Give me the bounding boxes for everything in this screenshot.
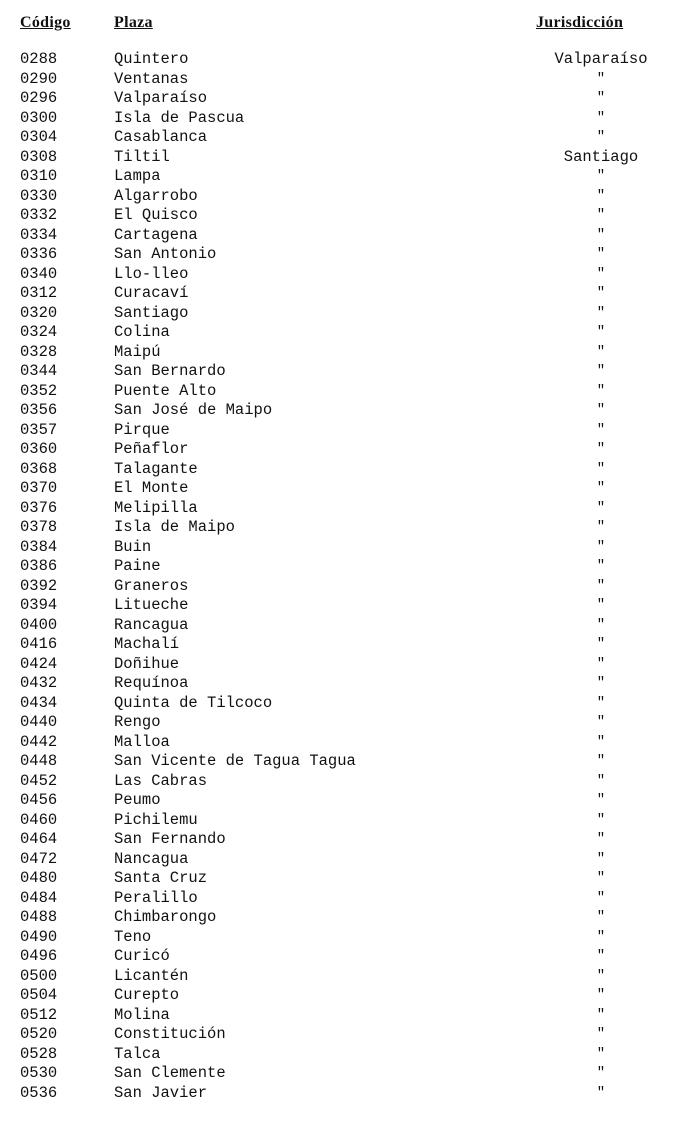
row-code: 0310 bbox=[20, 167, 58, 185]
row-plaza: Peumo bbox=[114, 791, 161, 809]
row-code: 0344 bbox=[20, 362, 58, 380]
row-code: 0464 bbox=[20, 830, 58, 848]
row-jurisdiction: " bbox=[596, 480, 606, 496]
table-row bbox=[0, 89, 700, 109]
row-code: 0440 bbox=[20, 713, 58, 731]
row-plaza: Peralillo bbox=[114, 888, 198, 907]
row-plaza: Chimbarongo bbox=[114, 908, 217, 926]
table-row bbox=[0, 167, 700, 187]
row-code: 0300 bbox=[20, 108, 58, 127]
row-jurisdiction: " bbox=[596, 499, 606, 516]
table-row bbox=[0, 187, 700, 207]
row-jurisdiction: " bbox=[596, 928, 606, 945]
row-code: 0288 bbox=[20, 50, 58, 68]
row-code: 0290 bbox=[20, 69, 58, 88]
row-jurisdiction: " bbox=[596, 1084, 606, 1101]
row-code: 0394 bbox=[20, 596, 58, 614]
table-row bbox=[0, 460, 700, 480]
table-row bbox=[0, 323, 700, 343]
row-plaza: Cartagena bbox=[114, 225, 198, 244]
row-plaza: Curacaví bbox=[114, 284, 189, 302]
row-jurisdiction: " bbox=[596, 1006, 606, 1023]
row-code: 0392 bbox=[20, 576, 58, 595]
table-row bbox=[0, 304, 700, 324]
header-jurisdiction: Jurisdicción bbox=[536, 14, 624, 31]
table-row bbox=[0, 752, 700, 772]
row-jurisdiction: " bbox=[596, 792, 606, 808]
row-jurisdiction: " bbox=[596, 909, 606, 925]
table-row bbox=[0, 850, 700, 870]
row-plaza: Maipú bbox=[114, 342, 161, 361]
row-plaza: Quintero bbox=[114, 50, 189, 68]
row-plaza: Peñaflor bbox=[114, 440, 189, 458]
row-jurisdiction: " bbox=[596, 870, 606, 886]
row-jurisdiction: " bbox=[596, 948, 606, 964]
row-jurisdiction: " bbox=[596, 109, 606, 126]
row-jurisdiction: " bbox=[596, 382, 606, 399]
row-code: 0340 bbox=[20, 264, 58, 283]
table-row bbox=[0, 908, 700, 928]
row-jurisdiction: Santiago bbox=[563, 147, 639, 166]
row-code: 0376 bbox=[20, 498, 58, 517]
row-jurisdiction: " bbox=[596, 402, 606, 418]
table-row bbox=[0, 830, 700, 850]
table-row bbox=[0, 869, 700, 889]
table-row bbox=[0, 343, 700, 363]
row-jurisdiction: " bbox=[596, 538, 606, 555]
row-plaza: Quinta de Tilcoco bbox=[114, 693, 273, 712]
table-row bbox=[0, 421, 700, 441]
row-code: 0456 bbox=[20, 791, 58, 809]
row-code: 0308 bbox=[20, 147, 58, 166]
row-plaza: Santiago bbox=[114, 303, 189, 322]
row-jurisdiction: " bbox=[596, 70, 606, 87]
row-plaza: Puente Alto bbox=[114, 381, 217, 400]
row-jurisdiction: " bbox=[596, 558, 606, 574]
row-jurisdiction: " bbox=[596, 1065, 606, 1081]
row-jurisdiction: " bbox=[596, 265, 606, 282]
row-plaza: Teno bbox=[114, 927, 152, 946]
row-code: 0520 bbox=[20, 1025, 58, 1043]
row-code: 0334 bbox=[20, 225, 58, 244]
table-row bbox=[0, 1045, 700, 1065]
row-jurisdiction: " bbox=[596, 363, 606, 379]
row-code: 0360 bbox=[20, 440, 58, 458]
table-row bbox=[0, 1064, 700, 1084]
table-row bbox=[0, 616, 700, 636]
row-plaza: Pichilemu bbox=[114, 810, 198, 829]
table-row bbox=[0, 362, 700, 382]
row-plaza: Lampa bbox=[114, 167, 161, 185]
row-code: 0500 bbox=[20, 966, 58, 985]
row-code: 0324 bbox=[20, 323, 58, 341]
row-plaza: Curepto bbox=[114, 986, 180, 1004]
row-code: 0296 bbox=[20, 89, 58, 107]
row-plaza: Buin bbox=[114, 537, 152, 556]
row-plaza: Requínoa bbox=[114, 674, 189, 692]
row-jurisdiction: " bbox=[596, 246, 606, 262]
row-jurisdiction: " bbox=[596, 889, 606, 906]
table-row bbox=[0, 733, 700, 753]
row-jurisdiction: " bbox=[596, 441, 606, 457]
row-code: 0488 bbox=[20, 908, 58, 926]
header-plaza: Plaza bbox=[114, 14, 153, 31]
row-code: 0504 bbox=[20, 986, 58, 1004]
row-jurisdiction: " bbox=[596, 129, 606, 145]
row-code: 0490 bbox=[20, 927, 58, 946]
row-plaza: Molina bbox=[114, 1005, 170, 1024]
table-row bbox=[0, 109, 700, 129]
table-row bbox=[0, 440, 700, 460]
row-code: 0320 bbox=[20, 303, 58, 322]
row-plaza: Colina bbox=[114, 323, 170, 341]
table-row bbox=[0, 128, 700, 148]
row-code: 0484 bbox=[20, 888, 58, 907]
row-jurisdiction: " bbox=[596, 1026, 606, 1042]
table-row bbox=[0, 206, 700, 226]
row-plaza: San Antonio bbox=[114, 245, 217, 263]
table-row bbox=[0, 382, 700, 402]
row-code: 0328 bbox=[20, 342, 58, 361]
row-jurisdiction: " bbox=[596, 460, 606, 477]
row-code: 0442 bbox=[20, 732, 58, 751]
row-plaza: Nancagua bbox=[114, 849, 189, 868]
row-plaza: Graneros bbox=[114, 576, 189, 595]
row-jurisdiction: " bbox=[596, 811, 606, 828]
row-jurisdiction: " bbox=[596, 636, 606, 652]
row-code: 0472 bbox=[20, 849, 58, 868]
row-jurisdiction: " bbox=[596, 597, 606, 613]
row-jurisdiction: " bbox=[596, 694, 606, 711]
row-plaza: Curicó bbox=[114, 947, 170, 965]
row-code: 0304 bbox=[20, 128, 58, 146]
row-code: 0536 bbox=[20, 1083, 58, 1102]
row-jurisdiction: " bbox=[596, 967, 606, 984]
table-row bbox=[0, 1084, 700, 1104]
table-row bbox=[0, 967, 700, 987]
row-plaza: Paine bbox=[114, 557, 161, 575]
row-plaza: San Javier bbox=[114, 1083, 208, 1102]
row-code: 0530 bbox=[20, 1064, 58, 1082]
row-plaza: Isla de Maipo bbox=[114, 518, 235, 536]
row-code: 0330 bbox=[20, 186, 58, 205]
table-row bbox=[0, 1006, 700, 1026]
row-plaza: Litueche bbox=[114, 596, 189, 614]
row-jurisdiction: " bbox=[596, 733, 606, 750]
row-code: 0332 bbox=[20, 206, 58, 224]
row-code: 0356 bbox=[20, 401, 58, 419]
row-code: 0434 bbox=[20, 693, 58, 712]
row-plaza: Talca bbox=[114, 1044, 161, 1063]
row-plaza: Tiltil bbox=[114, 147, 170, 166]
row-code: 0400 bbox=[20, 615, 58, 634]
table-row bbox=[0, 1025, 700, 1045]
row-plaza: Rengo bbox=[114, 713, 161, 731]
row-jurisdiction: " bbox=[596, 1045, 606, 1062]
row-jurisdiction: " bbox=[596, 343, 606, 360]
row-code: 0386 bbox=[20, 557, 58, 575]
row-jurisdiction: " bbox=[596, 421, 606, 438]
row-jurisdiction: " bbox=[596, 187, 606, 204]
row-plaza: Pirque bbox=[114, 420, 170, 439]
row-plaza: San Vicente de Tagua Tagua bbox=[114, 752, 356, 770]
row-code: 0452 bbox=[20, 771, 58, 790]
row-code: 0528 bbox=[20, 1044, 58, 1063]
row-code: 0336 bbox=[20, 245, 58, 263]
row-plaza: Algarrobo bbox=[114, 186, 198, 205]
row-code: 0460 bbox=[20, 810, 58, 829]
row-plaza: Talagante bbox=[114, 459, 198, 478]
row-code: 0357 bbox=[20, 420, 58, 439]
table-row bbox=[0, 70, 700, 90]
row-plaza: Constitución bbox=[114, 1025, 226, 1043]
row-jurisdiction: " bbox=[596, 655, 606, 672]
table-row bbox=[0, 811, 700, 831]
table-row bbox=[0, 518, 700, 538]
row-jurisdiction: " bbox=[596, 304, 606, 321]
row-jurisdiction: " bbox=[596, 987, 606, 1003]
table-row bbox=[0, 226, 700, 246]
row-code: 0370 bbox=[20, 479, 58, 497]
row-code: 0448 bbox=[20, 752, 58, 770]
table-row bbox=[0, 577, 700, 597]
row-code: 0368 bbox=[20, 459, 58, 478]
row-plaza: Ventanas bbox=[114, 69, 189, 88]
row-code: 0480 bbox=[20, 869, 58, 887]
table-row bbox=[0, 791, 700, 811]
row-plaza: San Clemente bbox=[114, 1064, 226, 1082]
row-jurisdiction: " bbox=[596, 207, 606, 223]
row-code: 0416 bbox=[20, 635, 58, 653]
table-row bbox=[0, 499, 700, 519]
table-row bbox=[0, 655, 700, 675]
table-row bbox=[0, 713, 700, 733]
row-jurisdiction: " bbox=[596, 577, 606, 594]
table-row bbox=[0, 479, 700, 499]
row-plaza: Rancagua bbox=[114, 615, 189, 634]
row-code: 0378 bbox=[20, 518, 58, 536]
row-plaza: San José de Maipo bbox=[114, 401, 273, 419]
row-jurisdiction: Valparaíso bbox=[554, 50, 648, 68]
row-plaza: Casablanca bbox=[114, 128, 208, 146]
row-code: 0312 bbox=[20, 284, 58, 302]
row-jurisdiction: " bbox=[596, 714, 606, 730]
row-plaza: Isla de Pascua bbox=[114, 108, 245, 127]
row-plaza: El Quisco bbox=[114, 206, 198, 224]
row-plaza: Malloa bbox=[114, 732, 170, 751]
table-header bbox=[0, 14, 700, 38]
row-plaza: El Monte bbox=[114, 479, 189, 497]
row-jurisdiction: " bbox=[596, 831, 606, 847]
row-jurisdiction: " bbox=[596, 324, 606, 340]
table-row bbox=[0, 986, 700, 1006]
row-plaza: Melipilla bbox=[114, 498, 198, 517]
row-jurisdiction: " bbox=[596, 90, 606, 106]
row-plaza: San Bernardo bbox=[114, 362, 226, 380]
table-row bbox=[0, 265, 700, 285]
table-row bbox=[0, 284, 700, 304]
table-row bbox=[0, 148, 700, 168]
row-jurisdiction: " bbox=[596, 753, 606, 769]
table-row bbox=[0, 50, 700, 70]
table-row bbox=[0, 635, 700, 655]
row-jurisdiction: " bbox=[596, 675, 606, 691]
table-row bbox=[0, 947, 700, 967]
row-jurisdiction: " bbox=[596, 772, 606, 789]
row-code: 0512 bbox=[20, 1005, 58, 1024]
table-row bbox=[0, 674, 700, 694]
table-row bbox=[0, 928, 700, 948]
table-row bbox=[0, 401, 700, 421]
row-jurisdiction: " bbox=[596, 616, 606, 633]
row-plaza: San Fernando bbox=[114, 830, 226, 848]
row-plaza: Llo-lleo bbox=[114, 264, 189, 283]
row-plaza: Las Cabras bbox=[114, 771, 208, 790]
table-row bbox=[0, 557, 700, 577]
row-jurisdiction: " bbox=[596, 519, 606, 535]
row-code: 0352 bbox=[20, 381, 58, 400]
row-jurisdiction: " bbox=[596, 168, 606, 184]
table-row bbox=[0, 694, 700, 714]
row-code: 0432 bbox=[20, 674, 58, 692]
row-plaza: Machalí bbox=[114, 635, 180, 653]
row-plaza: Licantén bbox=[114, 966, 189, 985]
row-code: 0384 bbox=[20, 537, 58, 556]
row-code: 0496 bbox=[20, 947, 58, 965]
row-plaza: Doñihue bbox=[114, 654, 180, 673]
table-row bbox=[0, 596, 700, 616]
row-jurisdiction: " bbox=[596, 285, 606, 301]
header-code: Código bbox=[20, 14, 71, 31]
table-row bbox=[0, 538, 700, 558]
row-code: 0424 bbox=[20, 654, 58, 673]
row-plaza: Valparaíso bbox=[114, 89, 208, 107]
row-jurisdiction: " bbox=[596, 850, 606, 867]
row-jurisdiction: " bbox=[596, 226, 606, 243]
table-row bbox=[0, 772, 700, 792]
table-row bbox=[0, 245, 700, 265]
row-plaza: Santa Cruz bbox=[114, 869, 208, 887]
table-body bbox=[0, 50, 700, 1103]
table-row bbox=[0, 889, 700, 909]
